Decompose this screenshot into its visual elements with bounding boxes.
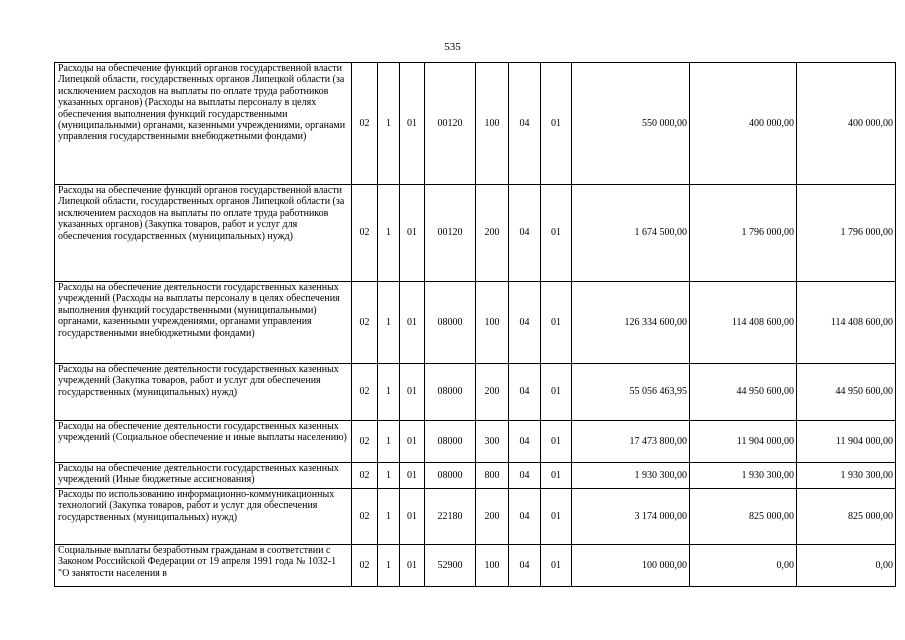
amount-cell-1: 126 334 600,00 xyxy=(572,282,690,364)
code-cell: 04 xyxy=(509,545,541,587)
table-row xyxy=(55,463,896,489)
code-cell: 1 xyxy=(378,185,400,282)
row-description: Расходы на обеспечение функций органов государственной власти Липецкой области, государственных органов Липецкой области (за исключением расходов на выплаты по оплате труда работников указанных органов) (Расходы на выплаты персоналу в целях обеспечения выполнения функций государственными (муниципальными) органами, казенными учреждениями, органами управления государственными внебюджетными фондами) xyxy=(55,63,352,185)
amount-cell-2: 11 904 000,00 xyxy=(690,421,797,463)
code-cell: 100 xyxy=(476,63,509,185)
amount-cell-2: 1 796 000,00 xyxy=(690,185,797,282)
code-cell: 01 xyxy=(400,489,425,545)
code-cell: 1 xyxy=(378,63,400,185)
code-cell: 04 xyxy=(509,421,541,463)
code-cell: 01 xyxy=(541,489,572,545)
code-cell: 01 xyxy=(400,463,425,489)
amount-cell-3: 0,00 xyxy=(797,545,896,587)
table-row xyxy=(55,63,896,185)
amount-cell-2: 1 930 300,00 xyxy=(690,463,797,489)
amount-cell-2: 400 000,00 xyxy=(690,63,797,185)
code-cell: 100 xyxy=(476,545,509,587)
table-row xyxy=(55,489,896,545)
code-cell: 02 xyxy=(352,364,378,421)
amount-cell-2: 825 000,00 xyxy=(690,489,797,545)
amount-cell-3: 44 950 600,00 xyxy=(797,364,896,421)
code-cell: 02 xyxy=(352,489,378,545)
code-cell: 04 xyxy=(509,185,541,282)
code-cell: 04 xyxy=(509,463,541,489)
amount-cell-2: 114 408 600,00 xyxy=(690,282,797,364)
code-cell: 22180 xyxy=(425,489,476,545)
code-cell: 01 xyxy=(400,63,425,185)
code-cell: 04 xyxy=(509,364,541,421)
code-cell: 08000 xyxy=(425,421,476,463)
amount-cell-1: 100 000,00 xyxy=(572,545,690,587)
code-cell: 01 xyxy=(541,421,572,463)
code-cell: 100 xyxy=(476,282,509,364)
amount-cell-1: 1 674 500,00 xyxy=(572,185,690,282)
amount-cell-3: 1 930 300,00 xyxy=(797,463,896,489)
amount-cell-3: 11 904 000,00 xyxy=(797,421,896,463)
code-cell: 01 xyxy=(541,63,572,185)
code-cell: 1 xyxy=(378,282,400,364)
code-cell: 1 xyxy=(378,364,400,421)
row-description: Расходы на обеспечение деятельности государственных казенных учреждений (Закупка товаров, работ и услуг для обеспечения государственных (муниципальных) нужд) xyxy=(55,364,352,421)
code-cell: 200 xyxy=(476,185,509,282)
code-cell: 04 xyxy=(509,282,541,364)
row-description: Расходы на обеспечение деятельности государственных казенных учреждений (Социальное обеспечение и иные выплаты населению) xyxy=(55,421,352,463)
code-cell: 300 xyxy=(476,421,509,463)
code-cell: 1 xyxy=(378,463,400,489)
code-cell: 02 xyxy=(352,185,378,282)
row-description: Расходы на обеспечение деятельности государственных казенных учреждений (Иные бюджетные ассигнования) xyxy=(55,463,352,489)
amount-cell-2: 44 950 600,00 xyxy=(690,364,797,421)
code-cell: 08000 xyxy=(425,364,476,421)
row-description: Расходы по использованию информационно-коммуникационных технологий (Закупка товаров, работ и услуг для обеспечения государственных (муниципальных) нужд) xyxy=(55,489,352,545)
row-description: Расходы на обеспечение функций органов государственной власти Липецкой области, государственных органов Липецкой области (за исключением расходов на выплаты по оплате труда работников указанных органов) (Закупка товаров, работ и услуг для обеспечения государственных (муниципальных) нужд) xyxy=(55,185,352,282)
amount-cell-3: 1 796 000,00 xyxy=(797,185,896,282)
code-cell: 01 xyxy=(400,185,425,282)
code-cell: 01 xyxy=(400,421,425,463)
code-cell: 1 xyxy=(378,489,400,545)
table-row xyxy=(55,364,896,421)
code-cell: 1 xyxy=(378,421,400,463)
table-row xyxy=(55,282,896,364)
code-cell: 01 xyxy=(400,545,425,587)
amount-cell-1: 3 174 000,00 xyxy=(572,489,690,545)
code-cell: 00120 xyxy=(425,185,476,282)
code-cell: 04 xyxy=(509,489,541,545)
amount-cell-3: 400 000,00 xyxy=(797,63,896,185)
amount-cell-3: 825 000,00 xyxy=(797,489,896,545)
amount-cell-1: 1 930 300,00 xyxy=(572,463,690,489)
code-cell: 800 xyxy=(476,463,509,489)
table-row xyxy=(55,421,896,463)
row-description: Социальные выплаты безработным гражданам в соответствии с Законом Российской Федерации от 19 апреля 1991 года № 1032-1 "О занятости населения в xyxy=(55,545,352,587)
code-cell: 01 xyxy=(541,185,572,282)
code-cell: 02 xyxy=(352,63,378,185)
code-cell: 00120 xyxy=(425,63,476,185)
budget-table xyxy=(54,62,896,587)
row-description: Расходы на обеспечение деятельности государственных казенных учреждений (Расходы на выплаты персоналу в целях обеспечения выполнения функций государственными (муниципальными) органами, казенными учреждениями, органами управления государственными внебюджетными фондами) xyxy=(55,282,352,364)
table-row xyxy=(55,185,896,282)
code-cell: 01 xyxy=(541,282,572,364)
page-number: 535 xyxy=(444,41,461,53)
code-cell: 04 xyxy=(509,63,541,185)
table-row xyxy=(55,545,896,587)
code-cell: 01 xyxy=(400,282,425,364)
code-cell: 01 xyxy=(541,364,572,421)
code-cell: 01 xyxy=(541,545,572,587)
amount-cell-1: 550 000,00 xyxy=(572,63,690,185)
code-cell: 52900 xyxy=(425,545,476,587)
code-cell: 08000 xyxy=(425,282,476,364)
code-cell: 02 xyxy=(352,545,378,587)
code-cell: 200 xyxy=(476,489,509,545)
code-cell: 01 xyxy=(541,463,572,489)
code-cell: 08000 xyxy=(425,463,476,489)
amount-cell-1: 55 056 463,95 xyxy=(572,364,690,421)
code-cell: 200 xyxy=(476,364,509,421)
amount-cell-2: 0,00 xyxy=(690,545,797,587)
code-cell: 02 xyxy=(352,463,378,489)
code-cell: 1 xyxy=(378,545,400,587)
code-cell: 02 xyxy=(352,282,378,364)
amount-cell-3: 114 408 600,00 xyxy=(797,282,896,364)
code-cell: 02 xyxy=(352,421,378,463)
code-cell: 01 xyxy=(400,364,425,421)
amount-cell-1: 17 473 800,00 xyxy=(572,421,690,463)
